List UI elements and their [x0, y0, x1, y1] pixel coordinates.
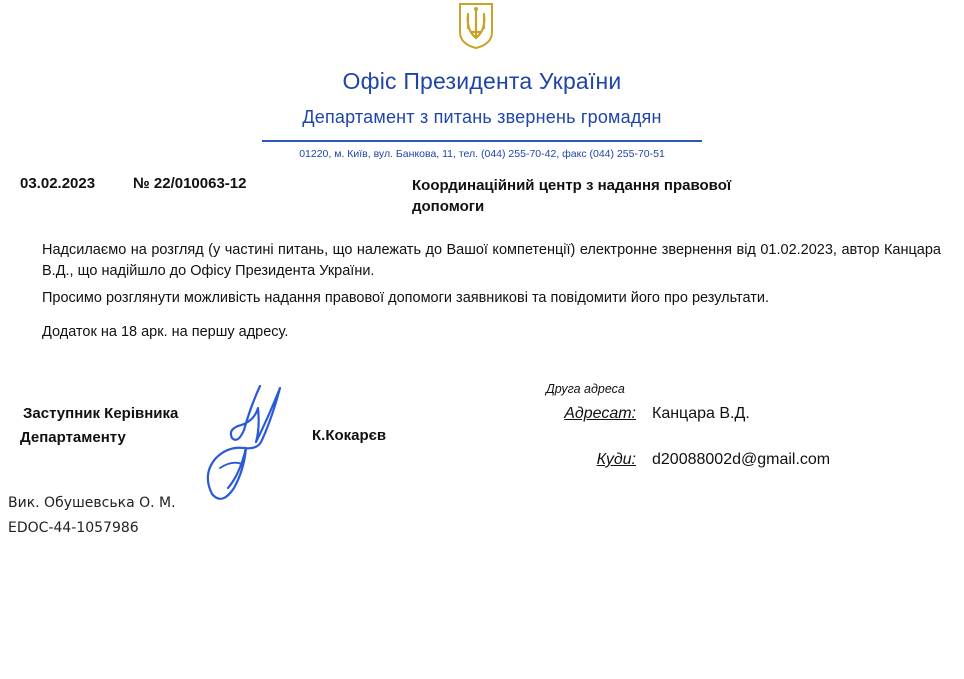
signer-position-line: Заступник Керівника [23, 405, 179, 422]
body-paragraph: Надсилаємо на розгляд (у частині питань, що належать до Вашої компетенції) електронне звернення від 01.02.2023, автор Канцара В.Д., що надійшло до Офісу Президента України. [42, 242, 941, 279]
department-title: Департамент з питань звернень громадян [302, 107, 662, 127]
destination-label: Куди: [596, 451, 636, 468]
edoc-number: EDOC-44-1057986 [8, 520, 139, 536]
second-address-heading: Друга адреса [546, 382, 625, 396]
trident-coat-of-arms-icon [456, 2, 496, 50]
header-divider [262, 140, 702, 142]
organization-title: Офіс Президента України [342, 68, 622, 94]
addressee-label: Адресат: [564, 405, 636, 422]
organization-address: 01220, м. Київ, вул. Банкова, 11, тел. (044) 255-70-42, факс (044) 255-70-51 [299, 148, 665, 160]
document-date: 03.02.2023 [20, 175, 96, 192]
document-recipient: Координаційний центр з надання правової допомоги [412, 177, 732, 215]
destination-email: d20088002d@gmail.com [652, 451, 831, 468]
signer-position-line: Департаменту [20, 429, 126, 446]
body-paragraph: Додаток на 18 арк. на першу адресу. [42, 324, 289, 340]
handwritten-signature-icon [198, 378, 308, 508]
signer-name: К.Кокарєв [312, 427, 387, 444]
executor-name: Вик. Обушевська О. М. [8, 495, 176, 511]
addressee-value: Канцара В.Д. [652, 405, 750, 422]
document-number: № 22/010063-12 [133, 175, 247, 192]
body-paragraph: Просимо розглянути можливість надання правової допомоги заявникові та повідомити його про результати. [42, 290, 770, 306]
